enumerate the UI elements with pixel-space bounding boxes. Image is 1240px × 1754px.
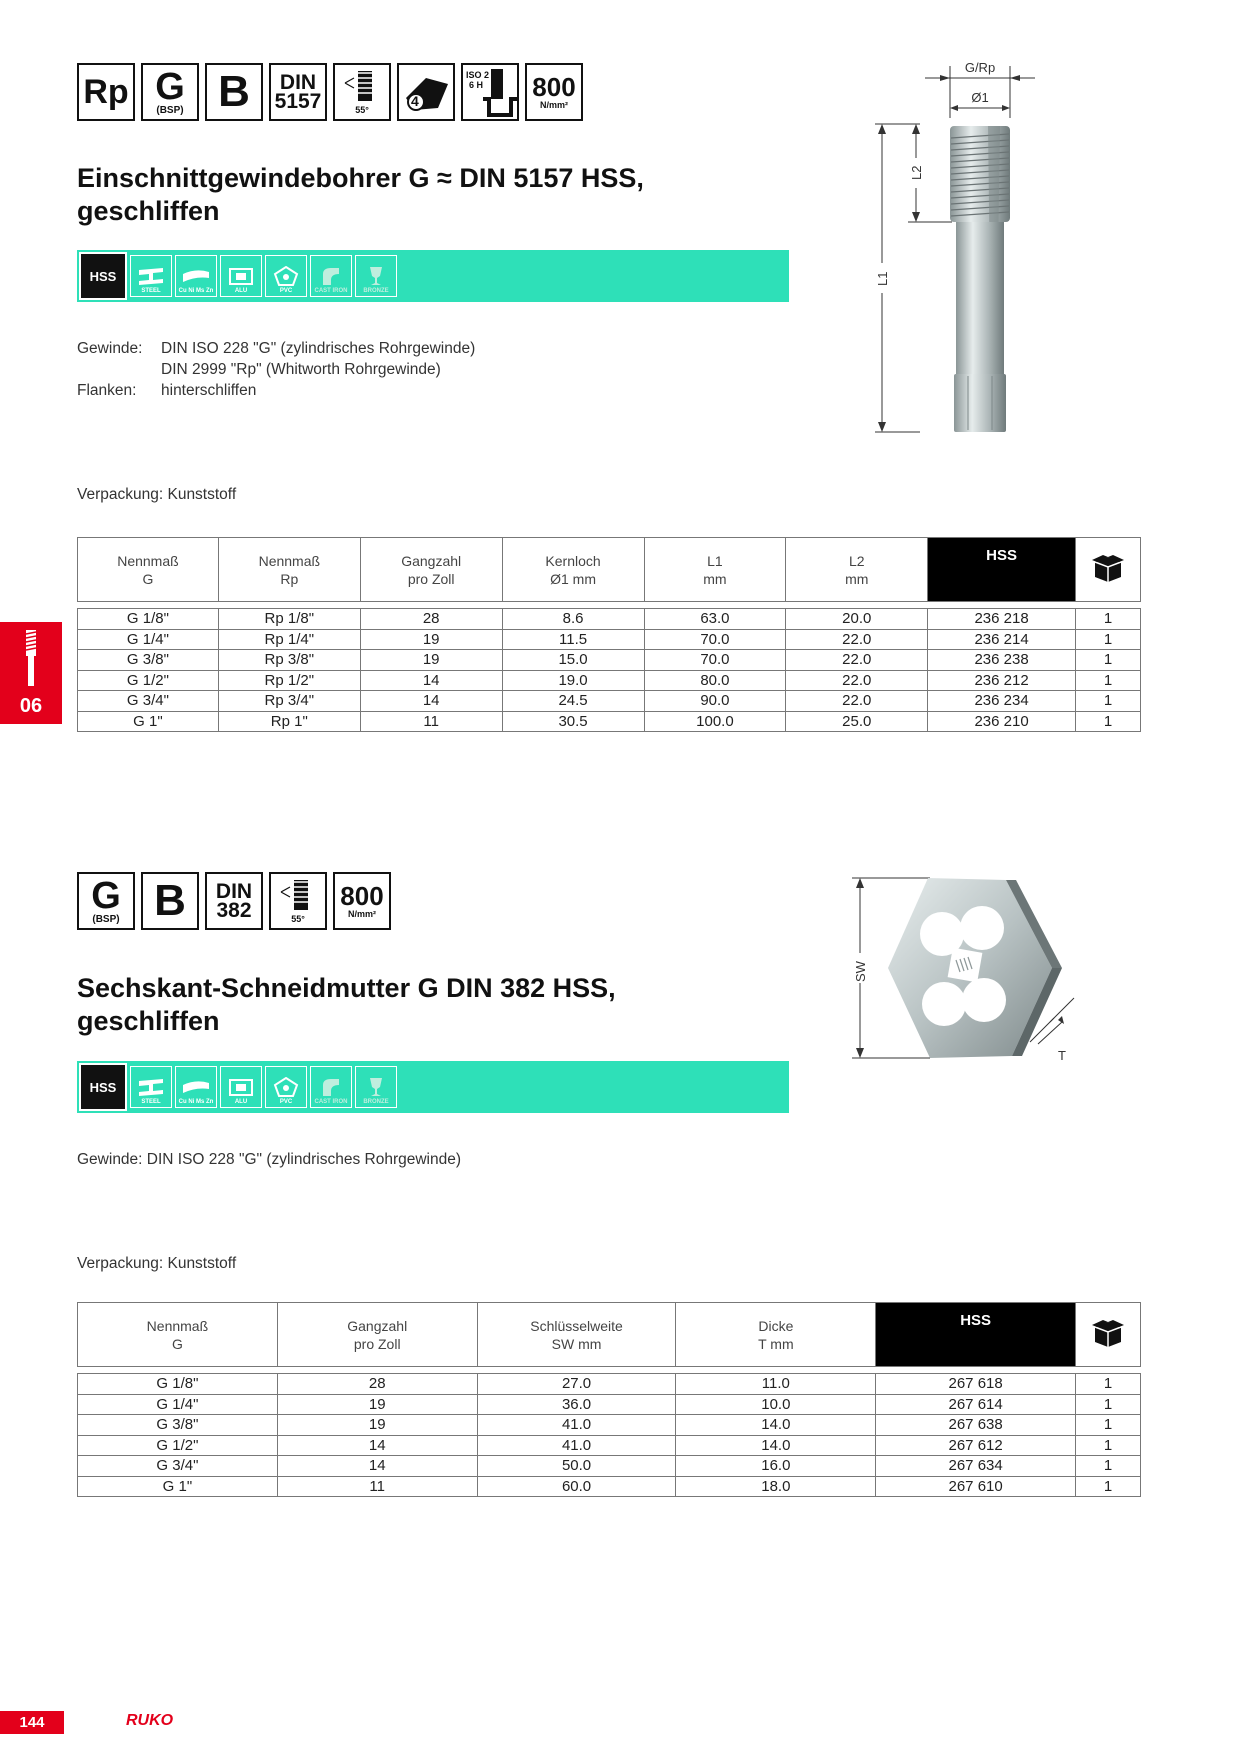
badge-g-text: G xyxy=(155,65,185,108)
product1-material-bar xyxy=(77,250,789,302)
product2-title-line2: geschliffen xyxy=(77,1006,220,1036)
spec-key: Flanken: xyxy=(77,382,137,399)
col-header-dicke: Dicke T mm xyxy=(676,1303,876,1367)
material-pvc xyxy=(265,255,307,297)
material-alu xyxy=(220,1066,262,1108)
spec-row xyxy=(77,380,475,401)
col-header-gangzahl: Gangzahl pro Zoll xyxy=(360,538,502,602)
product2-badges xyxy=(77,872,391,930)
page-number: 144 xyxy=(0,1711,64,1734)
material-alu-label: ALU xyxy=(234,288,248,294)
material-cast-iron xyxy=(310,255,352,297)
material-alu-label: ALU xyxy=(234,1099,248,1105)
badge-g-text: G xyxy=(91,874,121,917)
badge-g-bsp xyxy=(77,872,135,930)
col-header-hss: HSS xyxy=(928,538,1076,602)
material-bronze xyxy=(355,1066,397,1108)
brand-logo: RUKO xyxy=(126,1712,174,1729)
badge-thread-angle xyxy=(269,872,327,930)
spec-value: Gewinde: DIN ISO 228 "G" (zylindrisches Rohrgewinde) xyxy=(77,1151,462,1168)
material-bronze-label: BRONZE xyxy=(363,288,389,294)
col-header-nennmass-g: Nennmaß G xyxy=(78,1303,278,1367)
product2-packaging: Verpackung: Kunststoff xyxy=(77,1255,237,1272)
drawing-l1-label: L1 xyxy=(875,271,890,286)
material-cu-ni-ms-zn xyxy=(175,255,217,297)
badge-angle-text: 55° xyxy=(291,914,305,924)
product1-table xyxy=(77,537,1141,732)
table-row: G 1/2" 14 41.0 14.0 267 612 1 xyxy=(78,1435,1141,1456)
badge-g-sub: (BSP) xyxy=(92,913,120,925)
material-pvc-label: PVC xyxy=(279,1099,293,1105)
table-row: G 3/8" 19 41.0 14.0 267 638 1 xyxy=(78,1415,1141,1436)
table-row: G 1" Rp 1" 11 30.5 100.0 25.0 236 210 1 xyxy=(78,711,1141,732)
material-pvc-label: PVC xyxy=(279,288,293,294)
material-cu-ni-ms-zn xyxy=(175,1066,217,1108)
badge-strength xyxy=(525,63,583,121)
spec-value: hinterschliffen xyxy=(161,382,257,399)
spec-value: DIN ISO 228 "G" (zylindrisches Rohrgewinde) xyxy=(161,340,476,357)
table-row: G 3/4" 14 50.0 16.0 267 634 1 xyxy=(78,1456,1141,1477)
badge-strength-unit: N/mm² xyxy=(539,100,568,110)
steel-beam-icon xyxy=(137,1077,165,1097)
table-gap-row xyxy=(78,602,1141,609)
badge-din-top: DIN xyxy=(279,71,317,94)
section-tab xyxy=(0,622,62,724)
material-cu-label: Cu Ni Ms Zn xyxy=(178,288,214,294)
product1-badges xyxy=(77,63,583,121)
tap-tool-icon xyxy=(22,628,40,688)
badge-iso-top: ISO 2 xyxy=(466,70,490,80)
material-bronze-label: BRONZE xyxy=(363,1099,389,1105)
drawing-sw-label: SW xyxy=(853,961,868,982)
badge-strength-unit: N/mm² xyxy=(347,909,376,919)
cast-iron-pipe-icon xyxy=(317,266,345,286)
alu-profile-icon xyxy=(227,1077,255,1097)
pvc-pentagon-icon xyxy=(272,266,300,286)
material-steel-label: STEEL xyxy=(141,1099,161,1105)
product2-specs xyxy=(77,1149,461,1170)
drawing-l2-label: L2 xyxy=(909,165,924,180)
product2-title-line1: Sechskant-Schneidmutter G DIN 382 HSS, xyxy=(77,973,616,1003)
col-header-l2: L2 mm xyxy=(786,538,928,602)
badge-b-text: B xyxy=(218,67,250,116)
badge-b xyxy=(141,872,199,930)
table-header-row xyxy=(78,538,1141,602)
badge-tap-form xyxy=(397,63,455,121)
product2-table xyxy=(77,1302,1141,1497)
table-row: G 3/8" Rp 3/8" 19 15.0 70.0 22.0 236 238 1 xyxy=(78,650,1141,671)
badge-thread-angle xyxy=(333,63,391,121)
material-cast-iron-label: CAST IRON xyxy=(314,1099,348,1105)
material-steel xyxy=(130,1066,172,1108)
alu-profile-icon xyxy=(227,266,255,286)
steel-beam-icon xyxy=(137,266,165,286)
material-alu xyxy=(220,255,262,297)
badge-strength xyxy=(333,872,391,930)
table-row: G 1" 11 60.0 18.0 267 610 1 xyxy=(78,1476,1141,1497)
product1-packaging: Verpackung: Kunststoff xyxy=(77,486,237,503)
thread-profile-icon xyxy=(278,878,318,914)
badge-rp-text: Rp xyxy=(83,73,129,111)
col-header-hss: HSS xyxy=(876,1303,1076,1367)
badge-g-bsp xyxy=(141,63,199,121)
spec-row xyxy=(77,359,475,380)
col-header-nennmass-g: Nennmaß G xyxy=(78,538,219,602)
material-steel-label: STEEL xyxy=(141,288,161,294)
col-header-gangzahl: Gangzahl pro Zoll xyxy=(277,1303,477,1367)
blind-hole-icon xyxy=(483,69,517,117)
bronze-cup-icon xyxy=(362,1077,390,1097)
badge-strength-value: 800 xyxy=(532,72,576,102)
product1-title-line1: Einschnittgewindebohrer G ≈ DIN 5157 HSS, xyxy=(77,163,644,193)
package-box-icon xyxy=(1091,1318,1125,1348)
badge-four-text: 4 xyxy=(411,93,419,109)
spec-key: Gewinde: xyxy=(77,340,143,357)
table-row: G 3/4" Rp 3/4" 14 24.5 90.0 22.0 236 234 1 xyxy=(78,691,1141,712)
badge-din-top: DIN xyxy=(215,880,253,903)
material-cast-iron xyxy=(310,1066,352,1108)
table-row: G 1/4" Rp 1/4" 19 11.5 70.0 22.0 236 214 1 xyxy=(78,629,1141,650)
tap-chamfer-icon xyxy=(400,70,452,114)
hss-label: HSS xyxy=(79,1063,127,1111)
badge-rp xyxy=(77,63,135,121)
product1-specs xyxy=(77,338,475,401)
pvc-pentagon-icon xyxy=(272,1077,300,1097)
badge-iso-bot: 6 H xyxy=(469,80,484,90)
spec-key xyxy=(77,359,161,380)
badge-b xyxy=(205,63,263,121)
table-row: G 1/8" 28 27.0 11.0 267 618 1 xyxy=(78,1374,1141,1395)
table-row: G 1/4" 19 36.0 10.0 267 614 1 xyxy=(78,1394,1141,1415)
badge-din xyxy=(269,63,327,121)
badge-g-sub: (BSP) xyxy=(156,104,184,116)
product2-title xyxy=(77,972,616,1038)
product1-title xyxy=(77,162,644,228)
badge-strength-value: 800 xyxy=(340,881,384,911)
section-number: 06 xyxy=(19,695,43,717)
col-header-package xyxy=(1076,538,1141,602)
table-header-row xyxy=(78,1303,1141,1367)
badge-din-num: 382 xyxy=(216,899,252,922)
product1-title-line2: geschliffen xyxy=(77,196,220,226)
tap-technical-drawing xyxy=(870,58,1050,448)
hex-die-technical-drawing xyxy=(840,868,1100,1068)
material-cu-label: Cu Ni Ms Zn xyxy=(178,1099,214,1105)
table-row: G 1/8" Rp 1/8" 28 8.6 63.0 20.0 236 218 1 xyxy=(78,609,1141,630)
hss-label: HSS xyxy=(79,252,127,300)
product2-material-bar xyxy=(77,1061,789,1113)
col-header-package xyxy=(1076,1303,1141,1367)
thread-profile-icon xyxy=(342,69,382,105)
material-steel xyxy=(130,255,172,297)
metal-sheet-icon xyxy=(182,1077,210,1097)
col-header-nennmass-rp: Nennmaß Rp xyxy=(218,538,360,602)
drawing-d1-label: Ø1 xyxy=(971,90,989,105)
table-gap-row xyxy=(78,1367,1141,1374)
col-header-kernloch: Kernloch Ø1 mm xyxy=(502,538,644,602)
cast-iron-pipe-icon xyxy=(317,1077,345,1097)
spec-value: DIN 2999 "Rp" (Whitworth Rohrgewinde) xyxy=(161,361,441,378)
badge-angle-text: 55° xyxy=(355,105,369,115)
badge-b-text: B xyxy=(154,876,186,925)
material-cast-iron-label: CAST IRON xyxy=(314,288,348,294)
table-row: G 1/2" Rp 1/2" 14 19.0 80.0 22.0 236 212 1 xyxy=(78,670,1141,691)
metal-sheet-icon xyxy=(182,266,210,286)
col-header-schluesselweite: Schlüsselweite SW mm xyxy=(477,1303,676,1367)
material-pvc xyxy=(265,1066,307,1108)
col-header-l1: L1 mm xyxy=(644,538,786,602)
drawing-g-rp-label: G/Rp xyxy=(964,60,996,75)
badge-din-num: 5157 xyxy=(274,90,322,113)
badge-din xyxy=(205,872,263,930)
badge-iso-tolerance xyxy=(461,63,519,121)
spec-row xyxy=(77,338,475,359)
bronze-cup-icon xyxy=(362,266,390,286)
drawing-t-label: T xyxy=(1058,1048,1066,1063)
package-box-icon xyxy=(1091,553,1125,583)
material-bronze xyxy=(355,255,397,297)
